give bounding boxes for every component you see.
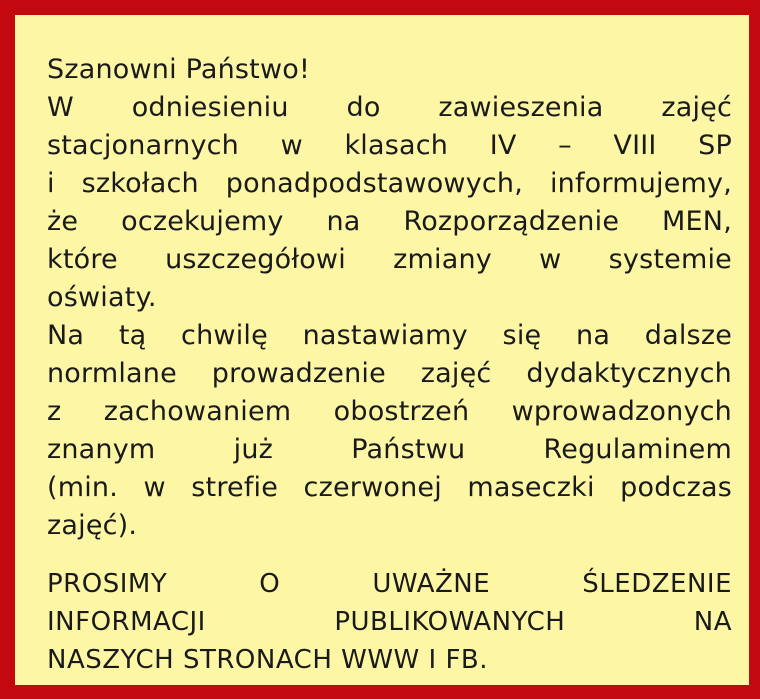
paragraph2-line-5: (min. w strefie czerwonej maseczki podczas bbox=[47, 472, 732, 503]
paragraph1-line-6: oświaty. bbox=[47, 282, 157, 313]
closing-line-3: NASZYCH STRONACH WWW I FB. bbox=[47, 645, 489, 675]
paragraph1-line-5: które uszczegółowi zmiany w systemie bbox=[47, 244, 732, 275]
salutation: Szanowni Państwo! bbox=[47, 54, 310, 85]
paragraph2-line-6: zajęć). bbox=[47, 510, 138, 541]
paragraph1-line-1: W odniesieniu do zawieszenia zajęć bbox=[47, 92, 732, 123]
notice-text bbox=[47, 51, 732, 679]
notice-panel bbox=[15, 15, 749, 685]
paragraph2-line-4: znanym już Państwu Regulaminem bbox=[47, 434, 732, 465]
closing-line-1: PROSIMY O UWAŻNE ŚLEDZENIE bbox=[47, 569, 732, 599]
closing-line-2: INFORMACJI PUBLIKOWANYCH NA bbox=[47, 607, 732, 637]
paragraph2-line-3: z zachowaniem obostrzeń wprowadzonych bbox=[47, 396, 732, 427]
paragraph1-line-4: że oczekujemy na Rozporządzenie MEN, bbox=[47, 206, 732, 237]
paragraph2-line-2: normlane prowadzenie zajęć dydaktycznych bbox=[47, 358, 732, 389]
section-spacer bbox=[47, 545, 732, 565]
paragraph1-line-2: stacjonarnych w klasach IV – VIII SP bbox=[47, 130, 732, 161]
paragraph2-line-1: Na tą chwilę nastawiamy się na dalsze bbox=[47, 320, 732, 351]
paragraph1-line-3: i szkołach ponadpodstawowych, informujemy, bbox=[47, 168, 732, 199]
